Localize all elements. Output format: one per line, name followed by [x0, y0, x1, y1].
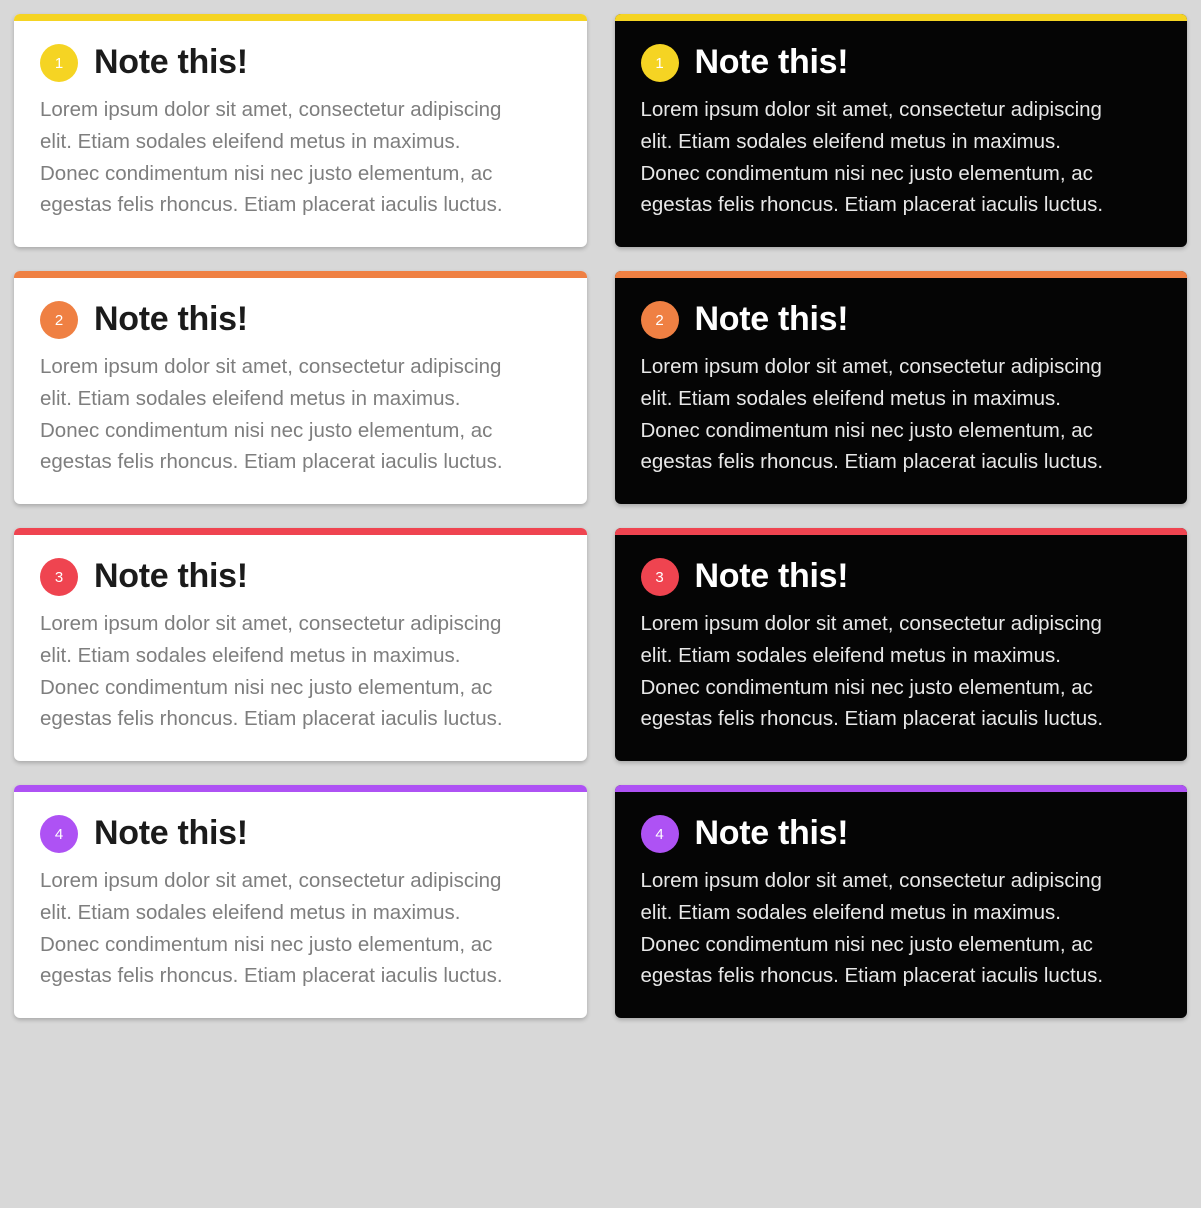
card-accent-bar: [615, 271, 1188, 278]
note-card: [615, 14, 1188, 247]
note-card: [14, 528, 587, 761]
card-title: Note this!: [694, 557, 849, 596]
card-title: Note this!: [94, 300, 248, 339]
note-number-badge: 4: [641, 815, 679, 853]
card-accent-bar: [615, 785, 1188, 792]
card-body-text: Lorem ipsum dolor sit amet, consectetur adipiscing elit. Etiam sodales eleifend metus in maximus. Donec condimentum nisi nec justo elementum, ac egestas felis rhoncus. Etiam placerat iaculis luctus.: [40, 98, 503, 217]
note-number-badge: 3: [641, 558, 679, 596]
note-cards-grid: [14, 14, 1187, 1018]
note-card: [615, 528, 1188, 761]
note-card: [615, 785, 1188, 1018]
note-card: [14, 785, 587, 1018]
card-header: [641, 44, 1162, 82]
card-header: [641, 558, 1162, 596]
card-header: [641, 301, 1162, 339]
card-accent-bar: [14, 528, 587, 535]
card-title: Note this!: [94, 814, 248, 853]
card-title: Note this!: [94, 557, 248, 596]
note-card: [14, 14, 587, 247]
card-accent-bar: [14, 785, 587, 792]
card-title: Note this!: [694, 43, 849, 82]
card-body-text: Lorem ipsum dolor sit amet, consectetur adipiscing elit. Etiam sodales eleifend metus in maximus. Donec condimentum nisi nec justo elementum, ac egestas felis rhoncus. Etiam placerat iaculis luctus.: [640, 355, 1104, 474]
card-header: [641, 815, 1162, 853]
card-accent-bar: [14, 14, 587, 21]
note-card: [14, 271, 587, 504]
note-number-badge: 1: [641, 44, 679, 82]
card-title: Note this!: [694, 814, 849, 853]
note-number-badge: 3: [40, 558, 78, 596]
note-number-badge: 2: [40, 301, 78, 339]
card-title: Note this!: [94, 43, 248, 82]
card-body-text: Lorem ipsum dolor sit amet, consectetur adipiscing elit. Etiam sodales eleifend metus in maximus. Donec condimentum nisi nec justo elementum, ac egestas felis rhoncus. Etiam placerat iaculis luctus.: [40, 612, 503, 731]
note-card: [615, 271, 1188, 504]
card-body-text: Lorem ipsum dolor sit amet, consectetur adipiscing elit. Etiam sodales eleifend metus in maximus. Donec condimentum nisi nec justo elementum, ac egestas felis rhoncus. Etiam placerat iaculis luctus.: [640, 612, 1104, 731]
card-body-text: Lorem ipsum dolor sit amet, consectetur adipiscing elit. Etiam sodales eleifend metus in maximus. Donec condimentum nisi nec justo elementum, ac egestas felis rhoncus. Etiam placerat iaculis luctus.: [640, 869, 1104, 988]
note-number-badge: 4: [40, 815, 78, 853]
card-accent-bar: [14, 271, 587, 278]
note-number-badge: 2: [641, 301, 679, 339]
card-header: [40, 301, 561, 339]
card-body-text: Lorem ipsum dolor sit amet, consectetur adipiscing elit. Etiam sodales eleifend metus in maximus. Donec condimentum nisi nec justo elementum, ac egestas felis rhoncus. Etiam placerat iaculis luctus.: [40, 355, 503, 474]
note-number-badge: 1: [40, 44, 78, 82]
card-title: Note this!: [694, 300, 849, 339]
card-accent-bar: [615, 528, 1188, 535]
card-header: [40, 44, 561, 82]
card-body-text: Lorem ipsum dolor sit amet, consectetur adipiscing elit. Etiam sodales eleifend metus in maximus. Donec condimentum nisi nec justo elementum, ac egestas felis rhoncus. Etiam placerat iaculis luctus.: [40, 869, 503, 988]
card-accent-bar: [615, 14, 1188, 21]
card-body-text: Lorem ipsum dolor sit amet, consectetur adipiscing elit. Etiam sodales eleifend metus in maximus. Donec condimentum nisi nec justo elementum, ac egestas felis rhoncus. Etiam placerat iaculis luctus.: [640, 98, 1104, 217]
card-header: [40, 815, 561, 853]
card-header: [40, 558, 561, 596]
